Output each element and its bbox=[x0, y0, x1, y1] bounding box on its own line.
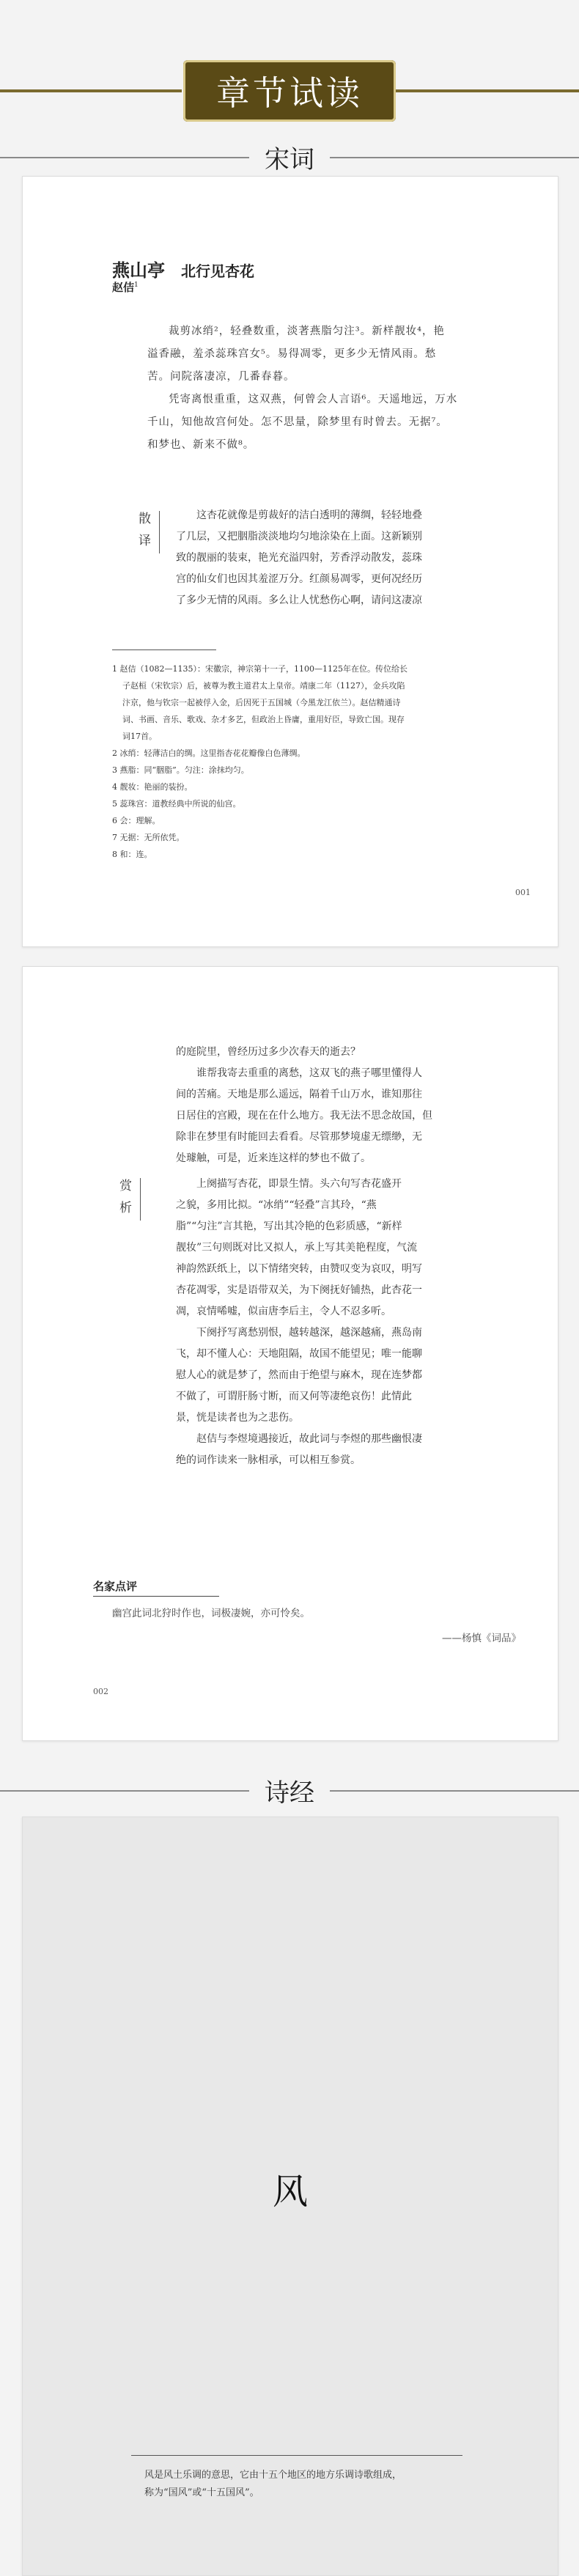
chapter-note bbox=[144, 2467, 467, 2502]
translation-line: 间的苦痛。天地是那么遥远，隔着千山万水，谁知那往 bbox=[176, 1089, 422, 1100]
translation-text bbox=[176, 505, 519, 611]
note-line: 风是风土乐调的意思，它由十五个地区的地方乐调诗歌组成， bbox=[144, 2470, 402, 2481]
poem-author bbox=[112, 279, 139, 295]
footnote-rule bbox=[112, 649, 216, 650]
poem-line: 苦。问院落凄凉，几番春暮。 bbox=[147, 371, 295, 383]
page-number: 002 bbox=[93, 1687, 108, 1696]
footnote-line: 3 燕脂：同“胭脂”。匀注：涂抹均匀。 bbox=[112, 765, 249, 775]
book-page-002 bbox=[22, 966, 558, 1741]
analysis-line: 赵佶与李煜境遇接近，故此词与李煜的那些幽恨凄 bbox=[196, 1433, 422, 1445]
footnote-line: 6 会：理解。 bbox=[112, 816, 161, 825]
translation-line: 这杏花就像是剪裁好的洁白透明的薄绸，轻轻地叠 bbox=[196, 509, 422, 521]
poem-text bbox=[147, 320, 515, 457]
footnote-line: 1 赵佶（1082—1135）：宋徽宗，神宗第十一子，1100—1125年在位。传位给长 bbox=[112, 664, 407, 674]
poem-line: 凭寄离恨重重，这双燕，何曾会人言语⁶。天遥地远，万水 bbox=[169, 394, 458, 405]
translation-line: 致的靓丽的装束，艳光充溢四射，芳香浮动散发，蕊珠 bbox=[176, 552, 422, 564]
commentary-rule bbox=[93, 1596, 219, 1597]
analysis-line: 绝的词作读来一脉相承，可以相互参赏。 bbox=[176, 1454, 361, 1466]
footnote-line: 子赵桓（宋钦宗）后，被尊为教主道君太上皇帝。靖康二年（1127），金兵攻陷 bbox=[122, 681, 405, 691]
footnotes bbox=[112, 660, 523, 863]
author-name: 赵佶 bbox=[112, 281, 135, 294]
section-rule-left bbox=[0, 1790, 249, 1792]
poem-line: 千山，知他故宫何处。怎不思量，除梦里有时曾去。无据⁷。 bbox=[147, 416, 448, 428]
chapter-banner bbox=[0, 0, 579, 147]
commentary-source: ——杨慎《词品》 bbox=[442, 1633, 521, 1644]
label-sanyi-char: 散 bbox=[139, 512, 151, 526]
note-line: 称为“国风”或“十五国风”。 bbox=[144, 2487, 259, 2498]
poem-subtitle: 北行见杏花 bbox=[181, 262, 254, 280]
label-shangxi-rule bbox=[140, 1178, 141, 1221]
poem-line: 裁剪冰绡²，轻叠数重，淡著燕脂匀注³。新样靓妆⁴，艳 bbox=[169, 325, 445, 337]
poem-line: 溢香融，羞杀蕊珠宫女⁵。易得凋零，更多少无情风雨。愁 bbox=[147, 348, 437, 360]
translation-line: 除非在梦里有时能回去看看。尽管那梦境虚无缥缈，无 bbox=[176, 1131, 422, 1143]
label-shangxi-char: 析 bbox=[119, 1201, 132, 1215]
commentary-text: 幽宫此词北狩时作也，词极凄婉，亦可怜矣。 bbox=[112, 1608, 310, 1619]
analysis-line: 飞，却不懂人心：天地阻隔，故国不能望见；唯一能聊 bbox=[176, 1348, 422, 1360]
section-title-shijing: 诗经 bbox=[265, 1778, 314, 1808]
poem-title: 燕山亭 bbox=[112, 260, 165, 281]
translation-line: 处璩触，可是，近来连这样的梦也不做了。 bbox=[176, 1152, 371, 1164]
footnote-line: 词、书画、音乐、歌戏、杂才多艺，但政治上昏庸，重用好臣，导致亡国。现存 bbox=[122, 715, 405, 724]
translation-line: 宫的仙女们也因其羞涩万分。红颜易凋零，更何况经历 bbox=[176, 573, 422, 585]
footnote-line: 词17首。 bbox=[122, 732, 157, 741]
banner-title: 章节试读 bbox=[216, 73, 363, 113]
footnote-line: 4 靓妆：艳丽的装扮。 bbox=[112, 782, 193, 792]
footnote-line: 7 无据：无所依凭。 bbox=[112, 833, 185, 842]
analysis-line: 脂”“匀注”言其艳，写出其冷艳的色彩质感，“新样 bbox=[176, 1221, 402, 1232]
commentary-heading: 名家点评 bbox=[93, 1580, 138, 1593]
analysis-line: 杏花凋零，实是语带双关，为下阕抚好铺热，此杏花一 bbox=[176, 1284, 422, 1296]
footnote-line: 2 冰绡：轻薄洁白的绸。这里指杏花花瓣像白色薄绸。 bbox=[112, 748, 306, 758]
author-note-ref: 1 bbox=[134, 281, 139, 289]
translation-line: 了多少无情的风雨。多么让人忧愁伤心啊，请问这凄凉 bbox=[176, 595, 422, 606]
analysis-line: 之貌，多用比拟。“冰绡”“轻叠”言其玲，“燕 bbox=[176, 1199, 377, 1211]
translation-line: 了几层，又把胭脂淡淡地均匀地涂染在上面。这新颖别 bbox=[176, 531, 422, 542]
translation-line: 的庭院里，曾经历过多少次春天的逝去？ bbox=[176, 1046, 361, 1058]
analysis-text bbox=[176, 1174, 519, 1471]
translation-line: 日居住的宫殿，现在在什么地方。我无法不思念故国，但 bbox=[176, 1110, 432, 1122]
note-rule bbox=[131, 2455, 462, 2456]
book-page-feng bbox=[22, 1817, 558, 2576]
analysis-line: 靓妆”三句则既对比又拟人，承上写其美艳程度，气流 bbox=[176, 1242, 418, 1254]
label-sanyi-char: 译 bbox=[139, 534, 151, 548]
analysis-line: 上阕描写杏花，即景生情。头六句写杏花盛开 bbox=[196, 1178, 402, 1190]
book-page-001 bbox=[22, 176, 558, 947]
banner-left-line bbox=[0, 89, 182, 92]
analysis-line: 不做了，可谓肝肠寸断，而又何等凄绝哀伤！此情此 bbox=[176, 1391, 412, 1402]
section-rule-left bbox=[0, 157, 249, 158]
label-sanyi-rule bbox=[159, 511, 160, 553]
chapter-heading-feng: 风 bbox=[272, 2171, 308, 2212]
translation-line: 谁帮我寄去重重的离愁，这双飞的燕子哪里懂得人 bbox=[196, 1067, 422, 1079]
label-shangxi bbox=[119, 1175, 132, 1219]
label-sanyi bbox=[139, 508, 151, 552]
section-title-songci: 宋词 bbox=[265, 145, 314, 174]
section-rule-right bbox=[330, 157, 579, 158]
analysis-line: 慰人心的就是梦了，然而由于绝望与麻木，现在连梦都 bbox=[176, 1369, 422, 1381]
banner-right-line bbox=[396, 89, 579, 92]
section-rule-right bbox=[330, 1790, 579, 1792]
footnote-line: 5 蕊珠宫：道教经典中所说的仙宫。 bbox=[112, 799, 241, 809]
analysis-line: 神韵然跃纸上，以下情绪突转，由赞叹变为哀叹，明写 bbox=[176, 1263, 422, 1275]
label-shangxi-char: 赏 bbox=[119, 1179, 132, 1193]
banner-plaque bbox=[183, 60, 396, 122]
poem-title-row bbox=[112, 256, 254, 281]
translation-continued bbox=[176, 1042, 519, 1169]
analysis-line: 下阕抒写离愁别恨，越转越深，越深越痛，燕岛南 bbox=[196, 1327, 422, 1339]
analysis-line: 凋，哀情唏嘘，似亩唐李后主，令人不忍多听。 bbox=[176, 1306, 391, 1317]
poem-line: 和梦也、新来不做⁸。 bbox=[147, 439, 255, 451]
page-number: 001 bbox=[515, 888, 531, 897]
footnote-line: 汴京，他与钦宗一起被俘入金，后因死于五国城（今黑龙江依兰）。赵佶精通诗 bbox=[122, 698, 401, 707]
footnote-line: 8 和：连。 bbox=[112, 850, 152, 859]
analysis-line: 景，恍是读者也为之悲伤。 bbox=[176, 1412, 299, 1424]
